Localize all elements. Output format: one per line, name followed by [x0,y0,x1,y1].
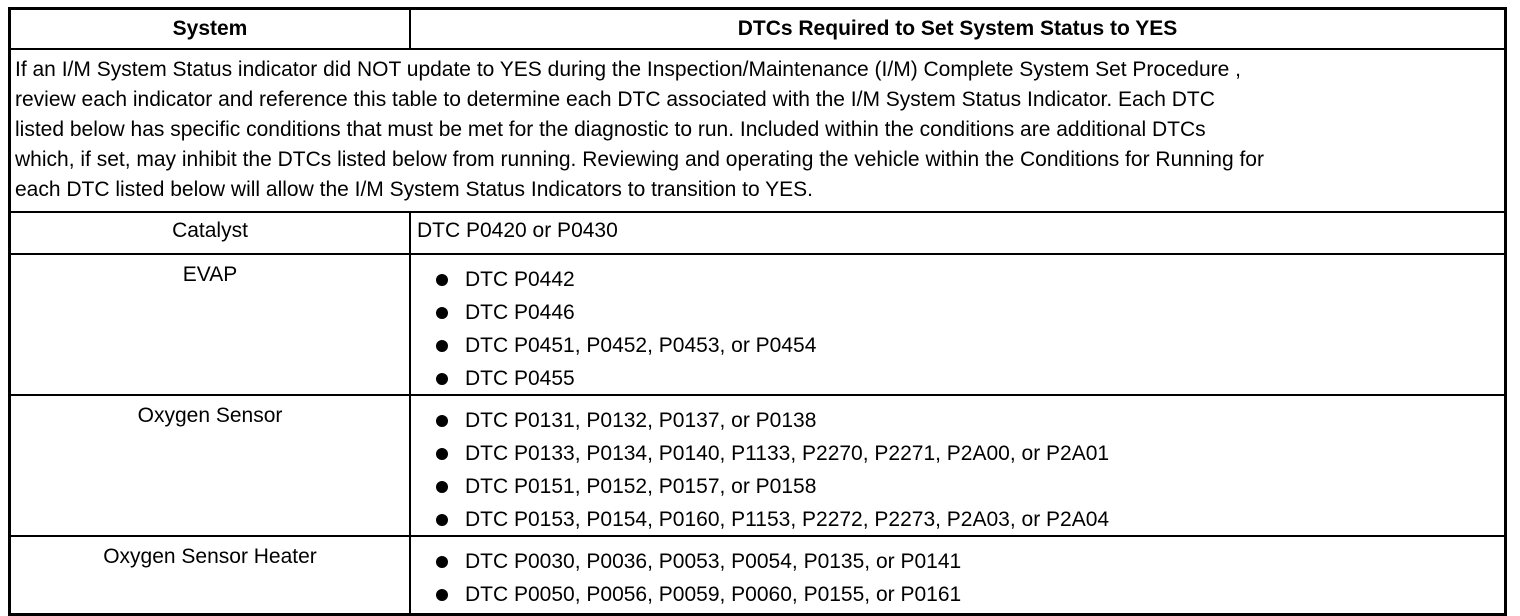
bullet-icon [436,274,448,286]
dtc-text: DTC P0451, P0452, P0453, or P0454 [465,334,817,357]
dtc-text: DTC P0455 [465,367,575,390]
system-cell: Oxygen Sensor [11,396,411,535]
table-header-row [11,10,1504,50]
bullet-icon [436,340,448,352]
header-system: System [11,10,411,48]
list-item [417,470,1504,503]
system-cell: EVAP [11,255,411,394]
bullet-icon [436,415,448,427]
table-row [11,213,1504,255]
dtc-list [417,263,1504,395]
intro-line: which, if set, may inhibit the DTCs listed below from running. Reviewing and operating the vehicle within the Conditions for Running for [15,148,1264,171]
intro-line: If an I/M System Status indicator did NOT update to YES during the Inspection/Maintenance (I/M) Complete System Set Procedure , [15,58,1241,81]
intro-line: each DTC listed below will allow the I/M System Status Indicators to transition to YES. [15,178,813,201]
dtc-text: DTC P0133, P0134, P0140, P1133, P2270, P2271, P2A00, or P2A01 [465,442,1110,465]
dtc-text: DTC P0030, P0036, P0053, P0054, P0135, or P0141 [465,550,962,573]
list-item [417,578,1504,611]
dtc-cell: DTC P0420 or P0430 [417,219,618,242]
dtc-text: DTC P0050, P0056, P0059, P0060, P0155, or P0161 [465,583,962,606]
table-row [11,537,1504,613]
list-item [417,503,1504,536]
system-cell: Oxygen Sensor Heater [11,537,411,613]
dtc-cell [411,255,1504,394]
system-cell: Catalyst [11,213,411,253]
dtc-text: DTC P0153, P0154, P0160, P1153, P2272, P2273, P2A03, or P2A04 [465,508,1110,531]
list-item [417,437,1504,470]
bullet-icon [436,514,448,526]
bullet-icon [436,373,448,385]
bullet-icon [436,481,448,493]
dtc-list [417,404,1504,536]
dtc-cell [411,396,1504,535]
dtc-list [417,545,1504,611]
table-row [11,396,1504,537]
list-item [417,296,1504,329]
table-row [11,255,1504,396]
bullet-icon [436,556,448,568]
bullet-icon [436,307,448,319]
header-dtcs: DTCs Required to Set System Status to YES [737,17,1178,40]
bullet-icon [436,448,448,460]
dtc-text: DTC P0442 [465,268,575,291]
list-item [417,362,1504,395]
bullet-icon [436,589,448,601]
dtc-cell [411,537,1504,613]
intro-line: review each indicator and reference this table to determine each DTC associated with the I/M System Status Indicator. Each DTC [15,88,1215,111]
intro-line: listed below has specific conditions that must be met for the diagnostic to run. Included within the conditions are additional DTCs [15,118,1206,141]
dtc-text: DTC P0131, P0132, P0137, or P0138 [465,409,817,432]
list-item [417,404,1504,437]
list-item [417,329,1504,362]
list-item [417,545,1504,578]
dtc-text: DTC P0446 [465,301,575,324]
intro-paragraph [11,50,1504,213]
dtc-text: DTC P0151, P0152, P0157, or P0158 [465,475,817,498]
dtc-table [8,7,1507,616]
list-item [417,263,1504,296]
